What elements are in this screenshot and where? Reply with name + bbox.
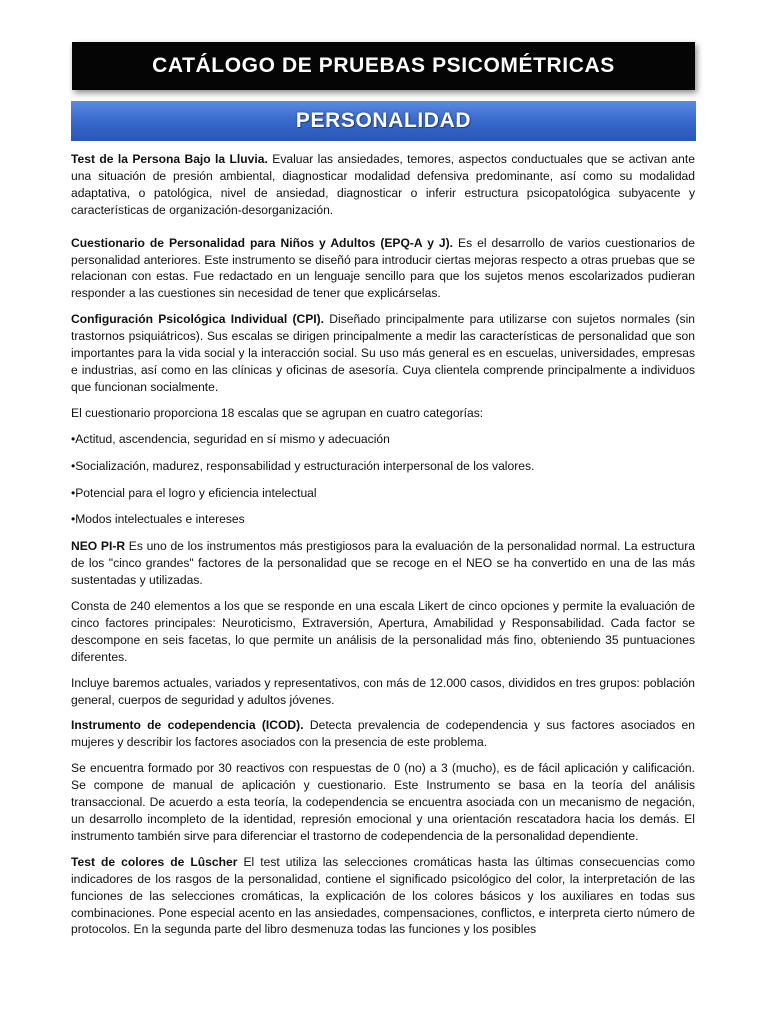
document-body: [71, 151, 695, 938]
entry-title: Instrumento de codependencia (ICOD).: [71, 718, 304, 733]
entry-description: Es uno de los instrumentos más prestigiosos para la evaluación de la personalidad normal. La estructura de los "cinco grandes" factores de la personalidad que se recoge en el NEO se ha convertido en una de las más sustentadas y utilizadas.: [71, 539, 696, 588]
cpi-category-item: •Socialización, madurez, responsabilidad y estructuración interpersonal de los valores.: [71, 458, 535, 473]
entry-title: Configuración Psicológica Individual (CPI).: [71, 312, 325, 327]
cpi-category-item: •Modos intelectuales e intereses: [71, 512, 245, 527]
entry-epq: [71, 235, 695, 303]
section-title: PERSONALIDAD: [295, 109, 472, 132]
entry-neo: [71, 538, 695, 589]
entry-title: NEO PI-R: [71, 539, 126, 554]
entry-description: Es el desarrollo de varios cuestionarios de personalidad anteriores. Este instrumento se diseñó para introducir ciertas mejoras respecto a otras pruebas que se relacionan con estas. Fue redactado en un lenguaje sencillo para que los sujetos menos escolarizados pudieran responder a las cuestiones sin necesidad de tener que explicárselas.: [71, 235, 696, 301]
entry-icod: [71, 717, 695, 751]
section-banner: [71, 101, 696, 141]
entry-title: Cuestionario de Personalidad para Niños y Adultos (EPQ-A y J).: [71, 235, 454, 250]
cpi-category-item: •Actitud, ascendencia, seguridad en sí mismo y adecuación: [71, 431, 390, 446]
entry-description: Diseñado principalmente para utilizarse con sujetos normales (sin trastornos psiquiátricos). Sus escalas se dirigen principalmente a medir las características de personalidad que son importantes para la vida social y la interacción social. Su uso más general es en escuelas, universidades, empresas e industrias, así como en las clínicas y oficinas de asesoría. Cuya clientela comprende principalmente a individuos que funcionan socialmente.: [71, 312, 695, 394]
neo-paragraph-2: Consta de 240 elementos a los que se responde en una escala Likert de cinco opciones y permite la evaluación de cinco factores principales: Neuroticismo, Extraversión, Apertura, Amabilidad y Responsabilidad. Cada factor se descompone en seis facetas, lo que permite un análisis de la personalidad más fino, obteniendo 35 puntuaciones diferentes.: [71, 599, 695, 664]
icod-paragraph-2: Se encuentra formado por 30 reactivos con respuestas de 0 (no) a 3 (mucho), es de fácil aplicación y calificación. Se compone de manual de aplicación y cuestionario. Este Instrumento se basa en la teoría del análisis transaccional. De acuerdo a esta teoría, la codependencia se encuentra asociada con un mecanismo de negación, un desarrollo incompleto de la identidad, represión emocional y una orientación rescatadora hacia los demás. El instrumento también sirve para diferenciar el trastorno de codependencia de la personalidad dependiente.: [71, 761, 695, 843]
entry-luscher: [71, 854, 695, 939]
neo-paragraph-3: Incluye baremos actuales, variados y representativos, con más de 12.000 casos, divididos en tres grupos: población general, cuerpos de seguridad y adultos jóvenes.: [71, 675, 695, 707]
cpi-category-item: •Potencial para el logro y eficiencia intelectual: [71, 485, 317, 500]
entry-title: Test de colores de Lûscher: [71, 854, 238, 869]
entry-description: Detecta prevalencia de codependencia y sus factores asociados en mujeres y describir los factores asociados con la presencia de este problema.: [71, 718, 695, 750]
entry-title: Test de la Persona Bajo la Lluvia.: [71, 152, 268, 166]
entry-description: El test utiliza las selecciones cromáticas hasta las últimas consecuencias como indicadores de los rasgos de la personalidad, contiene el significado psicológico del color, la interpretación de las funciones de las selecciones cromáticas, la explicación de los colores básicos y los auxiliares en todas sus combinaciones. Pone especial acento en las ansiedades, compensaciones, conflictos, e interpreta cierto número de protocolos. En la segunda parte del libro desmenuza todas las funciones y los posibles: [71, 854, 696, 937]
entry-description: Evaluar las ansiedades, temores, aspectos conductuales que se activan ante una situación de presión ambiental, diagnosticar modalidad defensiva predominante, así como su modalidad adaptativa, o patológica, nivel de ansiedad, diagnosticar o inferir estructura psicopatológica subyacente y características de organización-desorganización.: [71, 152, 695, 217]
entry-cpi: [71, 311, 695, 396]
catalog-title: CATÁLOGO DE PRUEBAS PSICOMÉTRICAS: [152, 54, 615, 77]
entry-persona-lluvia: [71, 151, 695, 219]
catalog-title-banner: [72, 42, 695, 90]
cpi-scales-intro: El cuestionario proporciona 18 escalas que se agrupan en cuatro categorías:: [71, 405, 484, 420]
